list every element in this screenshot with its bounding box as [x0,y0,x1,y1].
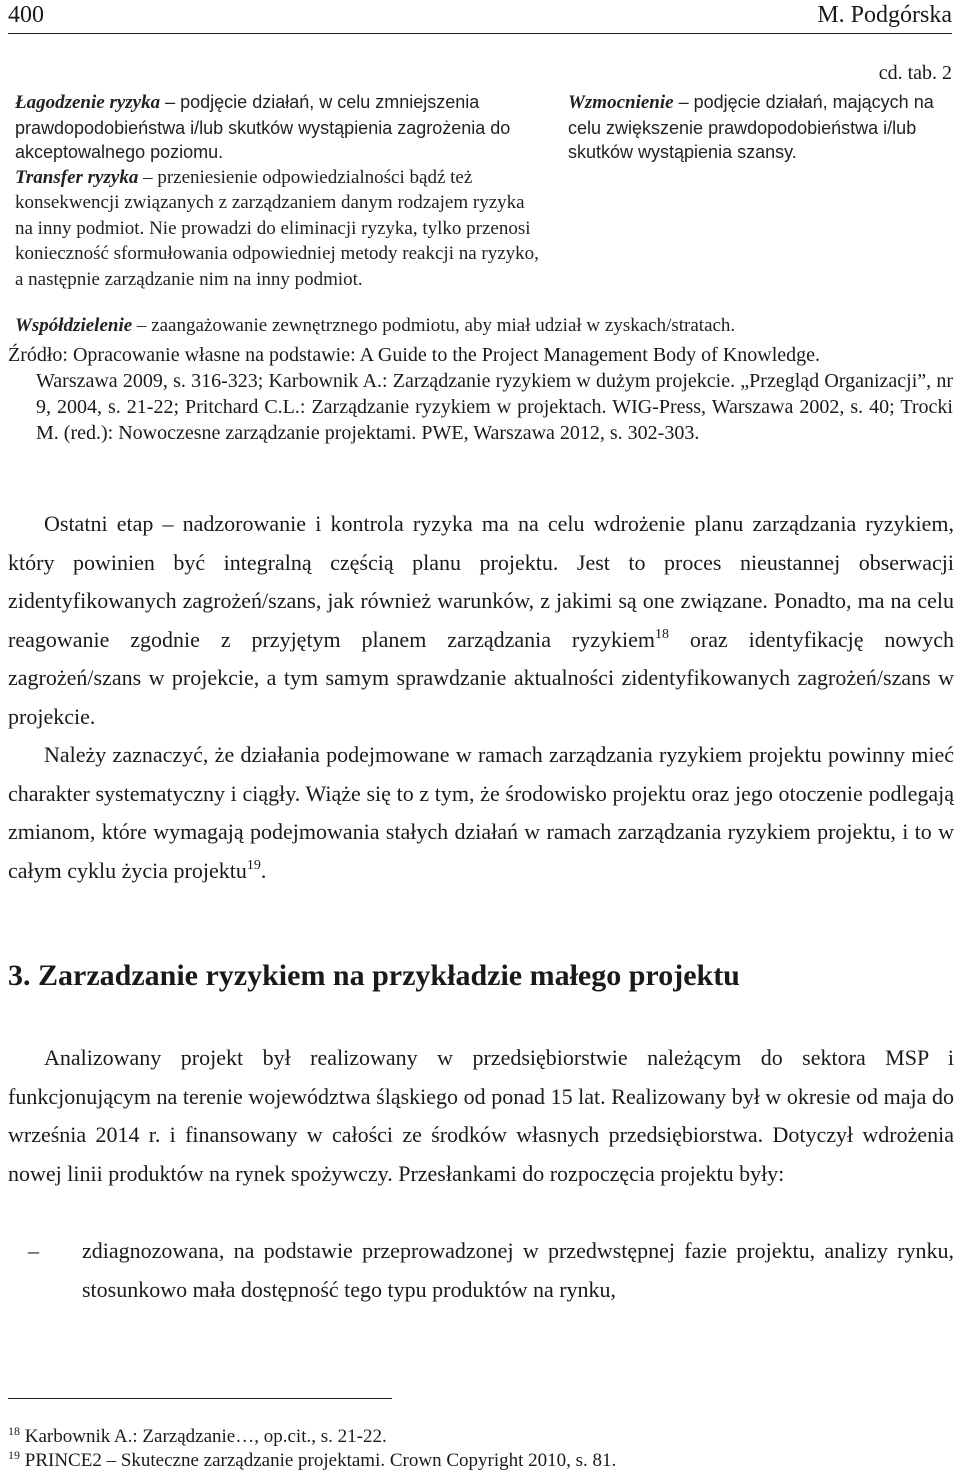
source-line-rest: Warszawa 2009, s. 316-323; Karbownik A.: Zarządzanie ryzykiem w dużym projekcie. „Przegląd Organizacji”, nr 9, 2004, s. 21-22; Pritchard C.L.: Zarządzanie ryzykiem w projektach. WIG-Press, Warszawa 2002, s. 40; Trocki M. (red.): Nowoczesne zarządzanie projektami. PWE, Warszawa 2012, s. 302-303. [36,370,953,444]
def-enhancement: – podjęcie działań, mających na celu zwiększenie prawdopodobieństwa i/lub skutków wystąpienia szansy. [568,92,934,162]
source-line-1: Źródło: Opracowanie własne na podstawie: A Guide to the Project Management Body of Knowledge. [8,344,821,366]
table-row-sharing [15,313,945,339]
p1-text-cont: oraz identyfikację nowych zagrożeń/szans w projekcie, a tym samym sprawdzanie aktualności zidentyfikowanych zagrożeń/szans w projekcie. [8,626,955,729]
p1-text: Ostatni etap – nadzorowanie i kontrola ryzyka ma na celu wdrożenie planu zarządzania ryzykiem, który powinien być integralną częścią planu projektu. Jest to proces nieustannej obserwacji zidentyfikowanych zagrożeń/szans, jak również warunków, z jakimi są one związane. Ponadto, ma na celu reagowanie zgodnie z przyjętym planem zarządzania ryzykiem [8,511,954,652]
page-number: 400 [8,2,44,28]
list-item-text: zdiagnozowana, na podstawie przeprowadzonej w przedwstępnej fazie projektu, analizy rynku, stosunkowo mała dostępność tego typu produktów na rynku, [82,1238,954,1302]
footnote-18 [8,1426,387,1448]
term-sharing: Współdzielenie [15,315,133,336]
table-cell-right [568,90,952,165]
table-cell-left [15,90,543,292]
footnote-text: PRINCE2 – Skuteczne zarządzanie projektami. Crown Copyright 2010, s. 81. [24,1450,617,1471]
header-rule [8,33,952,34]
footnote-number: 19 [8,1448,20,1462]
def-transfer: – przeniesienie odpowiedzialności bądź też konsekwencji związanych z zarządzaniem danym rodzajem ryzyka na inny podmiot. [15,166,525,239]
table-source-note [8,342,953,446]
paragraph-3 [8,1039,954,1193]
footnote-ref-19: 19 [246,857,261,873]
term-enhancement: Wzmocnienie [568,92,674,113]
paragraph-2 [8,736,954,890]
footnote-text: Karbownik A.: Zarządzanie…, op.cit., s. 21-22. [24,1426,387,1447]
section-heading: 3. Zarzadzanie ryzykiem na przykładzie małego projektu [8,959,740,992]
def-mitigation: – podjęcie działań, w celu zmniejszenia prawdopodobieństwa i/lub skutków wystąpienia zagrożenia do akceptowalnego poziomu. [15,92,511,162]
def-sharing: – zaangażowanie zewnętrznego podmiotu, aby miał udział w zyskach/stratach. [132,315,736,336]
footnote-number: 18 [8,1424,20,1438]
list-dash: – [28,1238,39,1263]
p3-text: Analizowany projekt był realizowany w przedsiębiorstwie należącym do sektora MSP i funkcjonującym na terenie województwa śląskiego od ponad 15 lat. Realizowany był w okresie od maja do września 2014 r. i finansowany w całości ze środków własnych przedsiębiorstwa. Dotyczył wdrożenia nowej linii produktów na rynek spożywczy. Przesłankami do rozpoczęcia projektu były: [8,1045,954,1186]
transfer-entry [15,165,543,293]
paragraph-1 [8,505,954,736]
table-continuation-label: cd. tab. 2 [878,62,952,84]
footnote-ref-18: 18 [654,626,669,642]
list-item [8,1232,954,1309]
def-transfer-cont: Nie prowadzi do eliminacji ryzyka, tylko przenosi konieczność sformułowania odpowiedniej metody reakcji na ryzyko, a następnie zarządzanie nim na inny podmiot. [15,217,539,290]
term-mitigation: Łagodzenie ryzyka [15,92,161,113]
term-transfer: Transfer ryzyka [15,166,139,188]
footnote-rule [8,1398,392,1399]
footnote-19 [8,1450,616,1472]
p2-text-end: . [260,857,267,883]
p2-text: Należy zaznaczyć, że działania podejmowane w ramach zarządzania ryzykiem projektu powinny mieć charakter systematyczny i ciągły. Wiąże się to z tym, że środowisko projektu oraz jego otoczenie podlegają zmianom, które wymagają podejmowania stałych działań w ramach zarządzania ryzykiem projektu, i to w całym cyklu życia projektu [8,742,954,883]
mitigation-entry [15,90,543,165]
running-header-author: M. Podgórska [817,2,952,28]
